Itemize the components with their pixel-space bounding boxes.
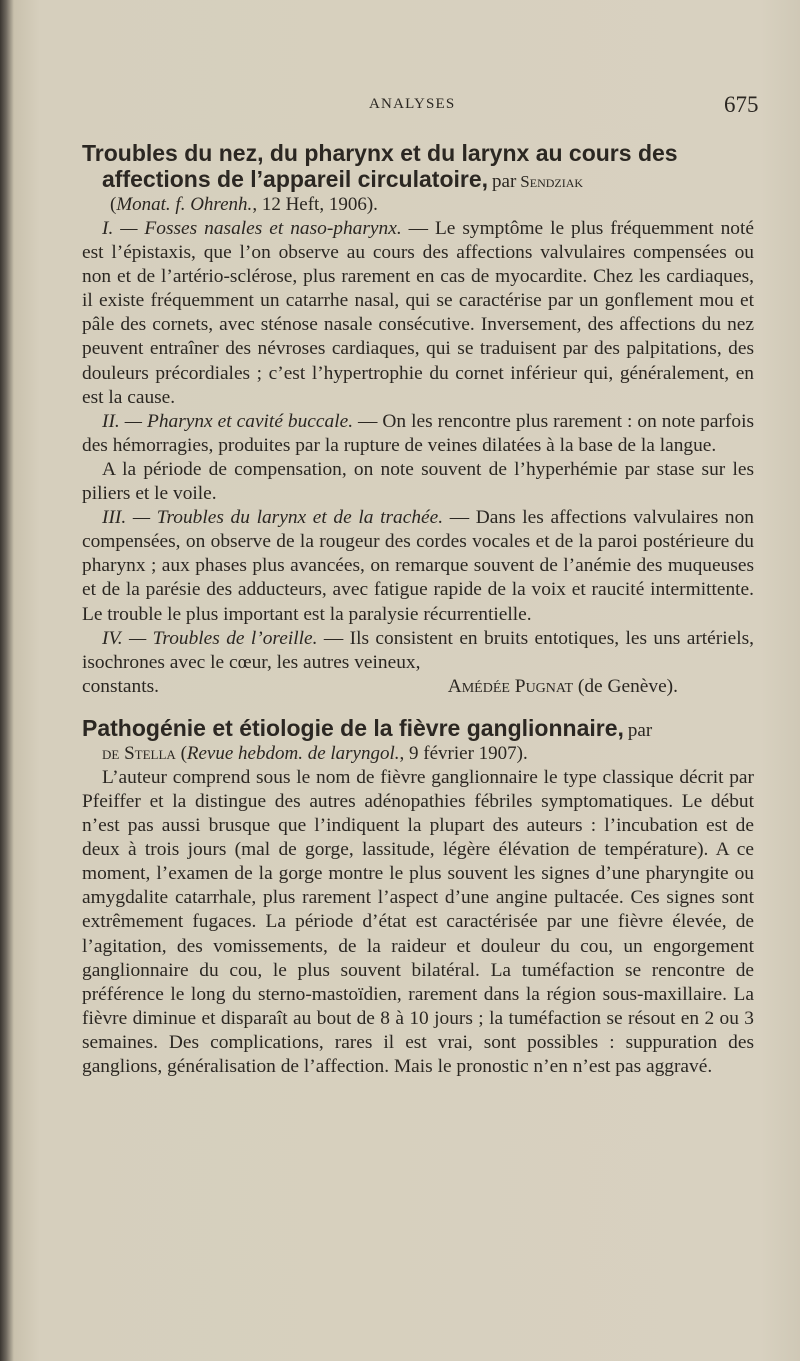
section-4-paragraph [82,627,754,675]
section-2-text: — On les rencontre plus rarement : on note parfois des hémorragies, produites par la rupture de veines dilatées à la base de la langue. [82,410,755,456]
article-title: Troubles du nez, du pharynx et du larynx au cours des affections de l’appareil circulatoire, [82,140,678,192]
source-details: , 12 Heft, 1906). [252,194,378,215]
section-2-paragraph [82,410,754,458]
section-4-heading: IV. — Troubles de l’oreille. [102,627,318,649]
signature-name: Amédée Pugnat [447,675,574,697]
by-word: par [627,719,653,741]
section-2-heading: II. — Pharynx et cavité buccale. [102,410,354,432]
author-name: de Stella [102,742,176,764]
author-name: Sendziak [520,172,584,191]
running-head [0,92,800,122]
by-word: par [492,171,517,192]
source-reference: de Stella (Revue hebdom. de laryngol., 9 février 1907). [102,742,528,764]
signature-place: (de Genève). [573,675,678,697]
section-3-heading: III. — Troubles du larynx et de la trachée. [102,507,444,529]
section-2b-paragraph: A la période de compensation, on note souvent de l’hyperhémie par stase sur les piliers et le voile. [82,458,754,505]
source-journal: Monat. f. Ohrenh. [116,194,253,215]
section-4-text: — Ils consistent en bruits entotiques, les uns artériels, isochrones avec le cœur, les autres veineux, [82,627,754,673]
article-heading [82,140,754,193]
section-1-paragraph [82,217,754,410]
article-2-body: L’auteur comprend sous le nom de fièvre ganglionnaire le type classique décrit par Pfeiffer et la distingue des autres adénopathies fébriles symptomatiques. Le début n’est pas aussi brusque que l’indiquent la plupart des auteurs : l’incubation est de deux à trois jours (mal de gorge, lassitude, légère élévation de température). A ce moment, l’examen de la gorge montre le plus souvent les signes d’une pharyngite ou amygdalite catarrhale, plus rarement l’aspect d’une angine pultacée. Ces signes sont extrêmement fugaces. La période d’état est caractérisée par une fièvre élevée, de l’agitation, des vomissements, de la raideur et douleur du cou, un engorgement ganglionnaire du cou, le plus souvent bilatéral. La tuméfaction se rencontre de préférence le long du sterno-mastoïdien, rarement dans la région sous-maxillaire. La fièvre diminue et disparaît au bout de 8 à 10 jours ; la tuméfaction se résout en 2 ou 3 semaines. Des complications, rares il est vrai, sont possibles : suppuration des ganglions, généralisation de l’affection. Mais le pronostic n’en n’est pas aggravé. [82,766,754,1077]
source-journal: Revue hebdom. de laryngol. [186,742,400,764]
closing-word: constants. [82,675,160,697]
article-heading [82,715,754,742]
section-1-text: — Le symptôme le plus fréquemment noté est l’épistaxis, que l’on observe au cours des affections valvulaires compensées ou non et de l’artério-sclérose, plus rarement en cas de myocardite. Chez les cardiaques, il existe fréquemment un catarrhe nasal, qui se caractérise par un gonflement mou et pâle des cornets, avec sténose nasale consécutive. Inversement, des affections du nez peuvent entraîner des névroses cardiaques, qui se traduisent par des palpitations, des douleurs précordiales ; c’est l’hypertrophie du cornet inférieur qui, généralement, en est la cause. [82,218,754,408]
source-reference: (Monat. f. Ohrenh., 12 Heft, 1906). [110,194,378,215]
article-troubles-nez [82,140,754,699]
article-title: Pathogénie et étiologie de la fièvre ganglionnaire, [82,714,624,741]
page-content [82,140,754,1079]
page-number: 675 [724,92,759,117]
source-details: , 9 février 1907). [399,742,528,764]
section-3-paragraph [82,506,754,626]
signature [448,675,678,699]
section-1-heading: I. — Fosses nasales et naso-pharynx. [102,218,402,239]
signature-line [82,675,754,699]
running-head-title: ANALYSES [369,96,456,112]
article-fievre-ganglionnaire [82,715,754,1079]
section-3-text: — Dans les affections valvulaires non compensées, on observe de la rougeur des cordes vocales et de la paroi postérieure du pharynx ; aux phases plus avancées, on remarque souvent de l’anémie des muqueuses et de la parésie des adducteurs, avec fatigue rapide de la voix et raucité intermittente. Le trouble le plus important est la paralysie récurrentielle. [82,507,754,625]
